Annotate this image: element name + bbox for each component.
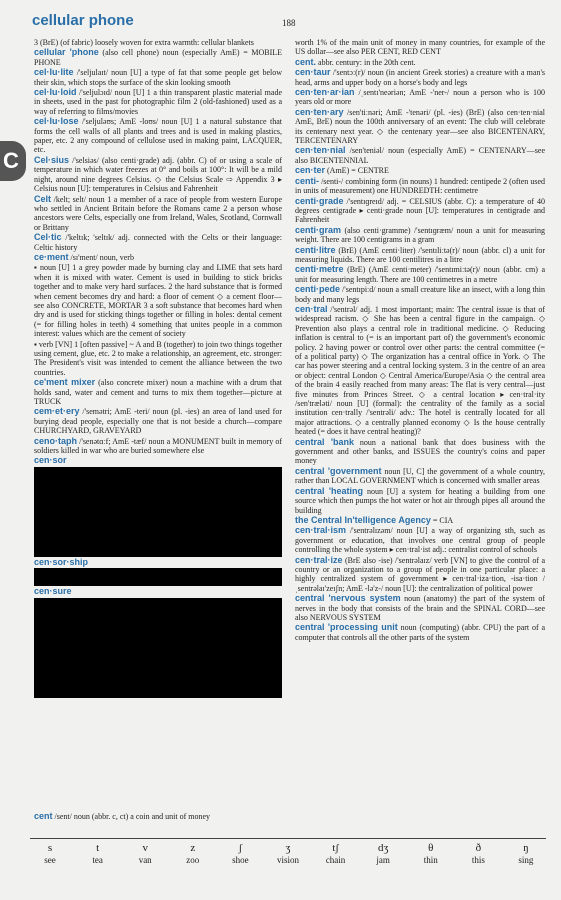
entry-text: (AmE) = CENTRE (327, 166, 389, 176)
key-word: vision (276, 855, 299, 865)
entry-headword: cen·taur (295, 67, 331, 78)
dictionary-entry (34, 378, 282, 406)
entry-text: noun a national bank that does business with the government and other banks, and ISSUES the country's coins and paper money (295, 437, 545, 466)
entry-headword: ce·ment (34, 251, 69, 262)
redacted-headword: cen·sor·ship (34, 556, 89, 567)
key-word: shoe (232, 855, 249, 865)
entry-headword: cen·tral·ize (295, 554, 343, 565)
entry-text: /sɪ'ment/ noun, verb (70, 252, 134, 262)
entry-text: (also concrete mixer) noun a machine with a drum that holds sand, water and cement and turns to mix them together—picture at TRUCK (34, 378, 282, 407)
key-word: thin (423, 855, 438, 865)
key-cell (78, 842, 118, 865)
right-column (295, 38, 545, 828)
key-cell (458, 842, 498, 865)
dictionary-entry (34, 195, 282, 233)
dictionary-entry (295, 197, 545, 225)
entry-headword: centi·metre (295, 264, 344, 275)
entry-headword: central 'bank (295, 436, 354, 447)
entry-headword: centi·gram (295, 224, 342, 235)
key-symbol: ð (475, 842, 482, 854)
entry-text: /'selsiəs/ (also centi·grade) adj. (abbr. C) of or using a scale of temperature in which water freezes at 0° and boils at 100°: It will be a mild night, around nine degrees Celsius. ◇ the Celsius Scale ⇨ Appendix 3 ▸ Celsius noun [U]: temperatures in Celsius and Fahrenheit (34, 155, 282, 194)
entry-text: /sent/ noun (abbr. c, ct) a coin and unit of money (54, 812, 211, 821)
dictionary-entry (295, 285, 545, 304)
entry-text: /sen'tiːnəri; AmE -'tenəri/ (pl. -ies) (BrE) (also cen·ten·nial AmE, BrE) noun the 100th anniversary of an event: The club will celebrate its centenary next year. ◇ the centenary year—see also BICENTENARY, TERCENTENARY (295, 107, 545, 146)
entry-headword: the Central In'telligence Agency (295, 514, 431, 525)
entry-headword: central 'government (295, 465, 382, 476)
entry-text: = CIA (432, 515, 454, 525)
entry-headword: centi- (295, 175, 320, 186)
dictionary-entry (295, 177, 545, 196)
running-head: cellular phone (32, 12, 134, 29)
dictionary-entry (295, 38, 545, 57)
key-symbol: dʒ (377, 842, 389, 854)
entry-text: /'sentrəl/ adj. 1 most important; main: The central issue is that of widespread racism. ◇ She has been a central figure in the campaign. ◇ Prevention also plays a central role in traditional medicine. ◇ Reducing inflation is central to (= is an important part of) the government's economic policy. 2 having power or control over other parts: the central committee (= of a political party) ◇ The organization has a central office in York. ◇ The car has power steering and a central locking system. 3 in the centre of an area or object: central London ◇ Central America/Europe/Asia ◇ the central area of the brain 4 easily reached from many areas: The flat is very central—just five minutes from Princes Street. ◇ a central location ▸ cen·tral·ity /sen'træləti/ noun [U] (formal): the centrality of the family as a social institution cen·trally /'sentrəli/ adv.: The hotel is centrally located for all major attractions. ◇ a centrally planned economy ◇ Is the house centrally heated (= does it have central heating)? (295, 304, 545, 437)
key-symbol: z (190, 842, 196, 854)
dictionary-entry (295, 58, 545, 67)
entry-text: ▪ verb [VN] 1 [often passive] ~ A and B (together) to join two things together using cement, glue, etc. 2 to make a relationship, an agreement, etc. stronger: The President's visit was intended to cement the alliance between the two countries. (34, 339, 282, 377)
key-symbol: v (142, 842, 148, 854)
cent-entry (34, 812, 282, 821)
dictionary-entry (295, 623, 545, 642)
dictionary-entry (34, 253, 282, 262)
key-word: this (471, 855, 485, 865)
key-symbol: t (96, 842, 100, 854)
key-cell (30, 842, 70, 865)
entry-headword: cen·tral·ism (295, 525, 347, 536)
redacted-headword: cen·sure (34, 586, 72, 597)
dictionary-entry (295, 305, 545, 437)
entry-headword: cel·lu·lose (34, 116, 79, 127)
key-symbol: ʃ (238, 842, 243, 854)
dictionary-entry (295, 246, 545, 265)
key-cell (316, 842, 356, 865)
dictionary-entry (34, 68, 282, 87)
dictionary-entry (295, 68, 545, 87)
dictionary-entry (295, 516, 545, 525)
entry-headword: cen·ten·ary (295, 106, 344, 117)
redaction-block (34, 568, 282, 586)
entry-text: noun (anatomy) the part of the system of nerves in the body that consists of the brain and the SPINAL CORD—see also NERVOUS SYSTEM (295, 594, 545, 622)
dictionary-entry (34, 407, 282, 435)
entry-headword: cen·ten·ar·ian (295, 87, 355, 98)
redaction-block (34, 467, 282, 557)
entry-text: /'sentrəlɪzəm/ noun [U] a way of organizing sth, such as government or education, that involves one central group of people controlling the whole system ▸ cen·tral·ist adj.: centralist control of schools (295, 526, 545, 555)
dictionary-entry (295, 526, 545, 554)
dictionary-entry (34, 88, 282, 116)
left-column (34, 38, 282, 828)
entry-headword: cel·lu·lite (34, 67, 74, 78)
entry-headword: cen·tral (295, 303, 328, 314)
entry-text: /'seljulɔɪd/ noun [U] 1 a thin transparent plastic material made in sheets, used in the past for photographic film 2 (old-fashioned) used as a way of referring to films/movies (34, 88, 282, 116)
entry-text: noun [U, C] the government of a whole country, rather than LOCAL GOVERNMENT which is concerned with smaller areas (295, 466, 545, 486)
dictionary-entry (295, 556, 545, 594)
entry-headword: cent (34, 811, 53, 821)
dictionary-entry (295, 265, 545, 284)
entry-headword: cent. (295, 56, 317, 67)
key-word: zoo (186, 855, 200, 865)
key-cell (125, 842, 165, 865)
entry-headword: ce'ment mixer (34, 377, 96, 388)
entry-text: abbr. century: in the 20th cent. (318, 57, 416, 67)
entry-headword: ceno·taph (34, 435, 78, 446)
entry-text: ▪ noun [U] 1 a grey powder made by burning clay and LIME that sets hard when it is mixed with water. Cement is used in building to stick bricks together and to make very hard surfaces. 2 the hard substance that is formed when cement becomes dry and hard: a floor of cement ◇ a cement floor—see also CONCRETE, MORTAR 3 a soft substance that becomes hard when dry and is used for sticking things together or filling in holes: dental cement (= for filling holes in teeth) 4 something that unites people in a common interest: values which are the cement of society (34, 263, 282, 339)
page-number: 188 (282, 18, 296, 28)
key-cell (173, 842, 213, 865)
entry-text: /'keltɪk; 'seltɪk/ adj. connected with the Celts or their language: Celtic history (34, 233, 282, 252)
dictionary-entry (295, 594, 545, 622)
entry-text: /sen'teniəl/ noun (especially AmE) = CENTENARY—see also BICENTENNIAL (295, 146, 545, 165)
redaction-block (34, 598, 282, 698)
entry-headword: Celt (34, 193, 52, 204)
entry-text: (also cell phone) noun (especially AmE) = MOBILE PHONE (34, 48, 282, 67)
entry-headword: central 'nervous system (295, 593, 401, 604)
entry-headword: cel·lu·loid (34, 87, 77, 98)
entry-headword: cen·ten·nial (295, 145, 346, 156)
entry-text: /'sentɪɡreɪd/ adj. = CELSIUS (abbr. C): a temperature of 40 degrees centigrade ▸ centi·grade noun [U]: temperatures in centigrade and Fahrenheit (295, 196, 545, 225)
entry-text: /senti-/ combining form (in nouns) 1 hundred: centipede 2 (often used in units of measurement) one HUNDREDTH: centimetre (295, 176, 545, 196)
key-word: sing (518, 855, 534, 865)
dictionary-entry (295, 467, 545, 486)
entry-text: (BrE) (AmE centi·meter) /'sentɪmiːtə(r)/ noun (abbr. cm) a unit for measuring length. There are 100 centimetres in a metre (295, 265, 545, 284)
entry-text: noun [U] a system for heating a building from one source which then pumps the hot water or hot air through pipes all around the building (295, 486, 545, 515)
entry-text: worth 1% of the main unit of money in many countries, for example of the US dollar—see also PER CENT, RED CENT (295, 38, 545, 57)
entry-headword: Cel·sius (34, 154, 70, 165)
dictionary-entry (34, 38, 282, 47)
entry-text: (also centi·gramme) /'sentɪɡræm/ noun a unit for measuring weight. There are 100 centigrams in a gram (295, 225, 545, 245)
key-word: van (138, 855, 152, 865)
key-symbol: ʒ (285, 842, 291, 854)
key-cell (220, 842, 260, 865)
redacted-headword: cen·sor (34, 455, 67, 466)
key-symbol: tʃ (332, 842, 339, 854)
key-word: chain (325, 855, 346, 865)
dictionary-entry (295, 166, 545, 175)
dictionary-entry (34, 48, 282, 67)
dictionary-entry (34, 263, 282, 338)
key-word: tea (92, 855, 103, 865)
dictionary-entry (34, 340, 282, 378)
dictionary-entry (34, 156, 282, 194)
entry-text: 3 (BrE) (of fabric) loosely woven for extra warmth: cellular blankets (34, 38, 254, 47)
dictionary-entry (295, 438, 545, 466)
key-symbol: θ (428, 842, 434, 854)
dictionary-entry (295, 88, 545, 107)
entry-headword: central 'processing unit (295, 622, 398, 633)
dictionary-entry (295, 487, 545, 515)
dictionary-entry (295, 226, 545, 245)
dictionary-entry (34, 437, 282, 456)
dictionary-entry (34, 233, 282, 252)
key-cell (411, 842, 451, 865)
key-word: jam (376, 855, 390, 865)
key-word: see (44, 855, 56, 865)
entry-headword: cem·et·ery (34, 406, 80, 417)
entry-headword: cen·ter (295, 165, 326, 176)
dictionary-entry (34, 117, 282, 155)
section-tab[interactable]: C (0, 141, 26, 181)
key-cell (506, 842, 546, 865)
pronunciation-key (30, 842, 546, 865)
entry-text: /'sentɪpiːd/ noun a small creature like an insect, with a long thin body and many legs (295, 285, 545, 304)
entry-text: /'seljuləʊs; AmE -loʊs/ noun [U] 1 a natural substance that forms the cell walls of all plants and trees and is used in making plastics, paper, etc. 2 any compound of cellulose used in making paint, LACQUER, etc. (34, 117, 282, 155)
entry-headword: cellular 'phone (34, 47, 99, 58)
entry-headword: centi·pede (295, 284, 341, 295)
entry-text: /'sentɔː(r)/ noun (in ancient Greek stories) a creature with a man's head, arms and upper body on a horse's body and legs (295, 68, 545, 87)
entry-text: /'seljulaɪt/ noun [U] a type of fat that some people get below their skin, which stops the surface of the skin looking smooth (34, 68, 282, 87)
entry-headword: centi·litre (295, 244, 336, 255)
entry-text: (BrE also -ise) /'sentrəlaɪz/ verb [VN] to give the control of a country or an organization to a group of people in one particular place: a highly centralized system of government ▸ cen·tral·iza·tion, -isa·tion /ˌsentrəlaɪ'zeɪʃn; AmE -lə'z-/ noun [U]: the centralization of political power (295, 555, 545, 593)
entry-text: noun (computing) (abbr. CPU) the part of a computer that controls all the other parts of the system (295, 623, 545, 642)
entry-text: (BrE) (AmE centi·liter) /'sentɪliːtə(r)/ noun (abbr. cl) a unit for measuring liquids. There are 100 centilitres in a litre (295, 245, 545, 264)
entry-headword: central 'heating (295, 485, 364, 496)
entry-text: /ˌsentɪ'neəriən; AmE -'ner-/ noun a person who is 100 years old or more (295, 88, 545, 107)
key-cell (268, 842, 308, 865)
entry-text: /kelt; selt/ noun 1 a member of a race of people from western Europe who settled in Ancient Britain before the Romans came 2 a person whose ancestors were Celts, especially one from Ireland, Wales, Scotland, Cornwall or Brittany (34, 194, 282, 232)
key-symbol: s (47, 842, 53, 854)
entry-text: /'senətɑːf; AmE -tæf/ noun a MONUMENT built in memory of soldiers killed in war who are buried somewhere else (34, 436, 282, 456)
key-cell (363, 842, 403, 865)
key-symbol: ŋ (523, 842, 529, 854)
entry-headword: centi·grade (295, 195, 344, 206)
entry-headword: Cel·tic (34, 232, 62, 243)
key-divider (30, 838, 546, 839)
dictionary-entry (295, 108, 545, 146)
dictionary-entry (295, 146, 545, 165)
entry-text: /'semətri; AmE -teri/ noun (pl. -ies) an area of land used for burying dead people, especially one that is not beside a church—compare CHURCHYARD, GRAVEYARD (34, 407, 282, 436)
